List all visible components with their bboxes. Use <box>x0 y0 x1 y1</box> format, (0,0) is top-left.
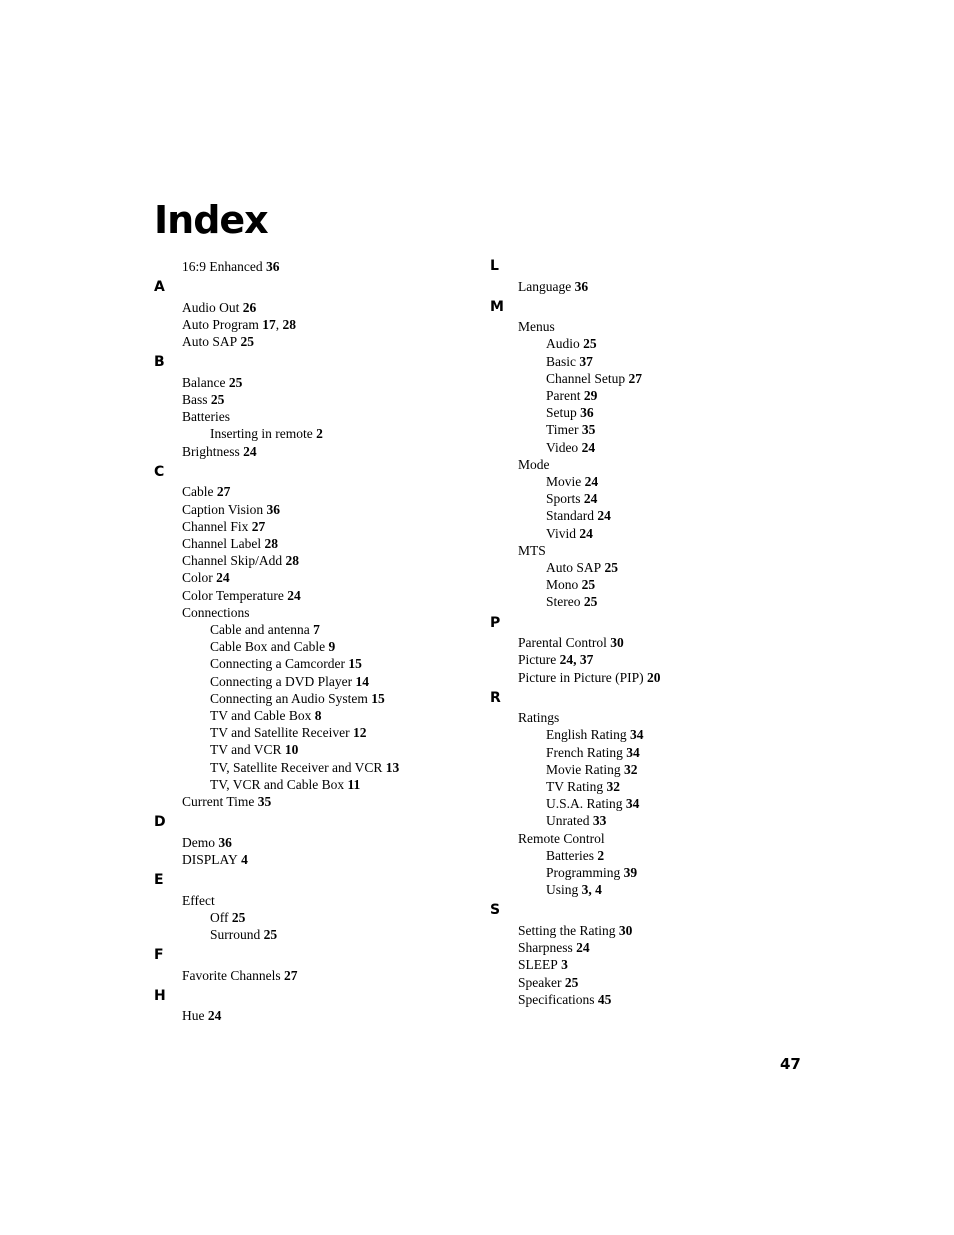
index-entry <box>182 518 265 535</box>
index-term: Color <box>182 570 213 586</box>
index-term: 16:9 Enhanced <box>182 259 263 274</box>
index-page-ref: 24 <box>283 587 301 603</box>
index-subentry <box>546 473 598 490</box>
index-page-ref: 32 <box>603 779 620 794</box>
page-number: 47 <box>780 1055 801 1073</box>
index-term: Picture <box>518 652 557 668</box>
index-entry <box>182 851 248 868</box>
index-entry <box>182 834 232 851</box>
index-entry <box>182 483 230 500</box>
index-term: Hue <box>182 1008 205 1024</box>
index-subentry <box>546 353 593 370</box>
index-term: Unrated <box>546 813 590 829</box>
index-term: Sports <box>546 491 581 507</box>
index-subentry <box>210 673 369 690</box>
index-term: Audio <box>546 336 580 352</box>
index-term: Language <box>518 278 572 294</box>
index-page-ref: 27 <box>213 484 231 500</box>
index-subentry <box>210 707 322 724</box>
index-page-ref: 7 <box>309 621 320 637</box>
index-entry <box>182 892 215 909</box>
index-term: Demo <box>182 834 215 850</box>
index-term: Connecting an Audio System <box>210 690 368 706</box>
index-letter-heading: D <box>154 814 166 831</box>
index-page-ref: 36 <box>571 278 589 294</box>
index-term: Remote Control <box>518 830 605 846</box>
index-term: Parental Control <box>518 635 607 651</box>
index-term: DISPLAY <box>182 851 238 867</box>
index-page-ref: 24 <box>581 474 599 489</box>
index-term: Brightness <box>182 443 240 459</box>
index-letter-heading: R <box>490 689 501 706</box>
index-entry <box>182 316 296 333</box>
index-page-ref: 24 <box>212 570 230 586</box>
index-page-ref: 2 <box>593 847 605 863</box>
index-entry <box>518 651 593 668</box>
index-page-ref: 25 <box>601 560 619 575</box>
index-page-ref: 39 <box>620 865 638 880</box>
index-term: Auto SAP <box>182 334 238 350</box>
index-page-ref: 27 <box>280 967 298 983</box>
index-subentry <box>210 638 335 655</box>
index-page-ref: 4 <box>237 851 248 867</box>
index-letter-heading: H <box>154 987 166 1004</box>
index-page-ref: 25 <box>579 336 597 352</box>
index-subentry <box>546 576 595 593</box>
index-term: Caption Vision <box>182 501 264 517</box>
index-page-ref: 25 <box>225 374 243 390</box>
index-page-ref: 25 <box>578 577 596 593</box>
index-page-ref: 35 <box>578 422 596 438</box>
index-term: Channel Fix <box>182 518 249 534</box>
index-term: Balance <box>182 374 226 390</box>
index-page-ref: 30 <box>615 922 633 938</box>
index-entry <box>182 1007 221 1024</box>
index-term: Channel Skip/Add <box>182 553 283 569</box>
index-page-ref: 36 <box>576 405 594 421</box>
index-page-ref: 24 <box>239 443 257 459</box>
index-entry <box>182 391 224 408</box>
index-term: U.S.A. Rating <box>546 796 623 812</box>
index-subentry <box>546 795 639 812</box>
index-entry <box>518 974 578 991</box>
index-letter-heading: C <box>154 463 165 480</box>
index-term: MTS <box>518 542 546 558</box>
index-term: Favorite Channels <box>182 967 281 983</box>
index-subentry <box>546 881 602 898</box>
index-term: Basic <box>546 353 576 369</box>
index-entry <box>182 535 278 552</box>
index-page-ref: 25 <box>228 909 246 925</box>
index-page-ref: 24 <box>580 491 598 507</box>
index-page-ref: 45 <box>594 991 612 1007</box>
index-entry <box>518 830 605 847</box>
index-entry <box>518 991 611 1008</box>
index-page-ref: 30 <box>606 635 624 651</box>
index-entry <box>518 278 588 295</box>
index-page-ref: 3, 4 <box>578 882 602 898</box>
index-page-ref: 3 <box>557 957 568 973</box>
index-page-ref: 24 <box>572 940 590 956</box>
index-page-ref: 13 <box>382 759 400 775</box>
index-subentry <box>210 655 362 672</box>
index-term: Vivid <box>546 525 576 541</box>
index-subentry <box>210 621 320 638</box>
index-term: Cable and antenna <box>210 621 310 637</box>
index-letter-heading: L <box>490 258 499 274</box>
index-term: Off <box>210 909 229 925</box>
index-subentry <box>210 926 277 943</box>
index-term: Standard <box>546 508 594 524</box>
index-term: Audio Out <box>182 299 240 315</box>
index-letter-heading: M <box>490 298 504 315</box>
index-page-ref: 20 <box>643 669 661 685</box>
index-page-ref: 29 <box>580 388 598 403</box>
index-entry <box>182 967 297 984</box>
index-term: TV and Satellite Receiver <box>210 725 350 741</box>
index-entry <box>182 299 256 316</box>
index-term: French Rating <box>546 744 623 760</box>
index-subentry <box>546 387 597 404</box>
index-page-ref: 24 <box>594 508 611 524</box>
index-term: Bass <box>182 392 208 407</box>
index-subentry <box>546 421 595 438</box>
index-subentry <box>546 744 640 761</box>
index-page-ref: 26 <box>239 299 257 315</box>
index-entry <box>182 552 299 569</box>
index-page-ref: 24 <box>204 1008 222 1024</box>
index-page-ref: 33 <box>589 813 607 829</box>
index-term: Batteries <box>546 847 594 863</box>
index-page-ref: 11 <box>344 776 361 792</box>
index-entry <box>518 669 660 686</box>
index-entry <box>182 569 230 586</box>
index-term: Specifications <box>518 991 595 1007</box>
index-page-ref: 24 <box>575 525 593 541</box>
index-page-ref: 36 <box>262 259 280 274</box>
index-entry <box>518 956 568 973</box>
index-subentry <box>546 726 644 743</box>
index-term: Mode <box>518 456 550 472</box>
index-entry <box>518 634 624 651</box>
index-entry <box>518 542 546 559</box>
index-term: TV and VCR <box>210 742 282 758</box>
index-term: SLEEP <box>518 957 558 973</box>
index-letter-heading: A <box>154 279 165 296</box>
index-term: Inserting in remote <box>210 426 313 442</box>
index-letter-heading: P <box>490 614 501 631</box>
index-subentry <box>210 909 245 926</box>
index-term: Surround <box>210 926 261 942</box>
index-subentry <box>546 559 618 576</box>
index-subentry <box>546 490 597 507</box>
index-subentry <box>546 507 611 524</box>
index-page-ref: 24, 37 <box>556 652 594 668</box>
index-page-ref: 25 <box>260 926 278 942</box>
index-term: Connecting a DVD Player <box>210 673 353 689</box>
index-term: Sharpness <box>518 940 573 956</box>
index-term: TV Rating <box>546 779 604 794</box>
index-term: Cable <box>182 484 214 500</box>
index-page-ref: 37 <box>576 353 593 369</box>
index-term: Menus <box>518 319 555 335</box>
index-page-ref: 36 <box>263 501 280 517</box>
index-page-ref: 28 <box>261 535 278 551</box>
index-term: Speaker <box>518 974 562 990</box>
index-subentry <box>546 439 595 456</box>
index-entry <box>182 587 301 604</box>
index-term: Batteries <box>182 409 230 425</box>
index-page-ref: 34 <box>626 727 644 743</box>
index-subentry <box>210 425 323 442</box>
index-term: Programming <box>546 865 621 880</box>
index-page-ref: 17 <box>258 316 276 332</box>
index-entry <box>182 604 250 621</box>
index-entry <box>182 443 257 460</box>
index-term: Color Temperature <box>182 587 284 603</box>
index-page-ref: 34 <box>622 796 640 812</box>
index-entry <box>518 709 559 726</box>
index-subentry <box>546 593 597 610</box>
index-page-ref: 36 <box>215 834 232 850</box>
index-term: Using <box>546 882 579 898</box>
index-subentry <box>546 847 604 864</box>
index-page-ref: 27 <box>248 518 266 534</box>
index-page-ref: 14 <box>352 673 369 689</box>
index-subentry <box>546 812 606 829</box>
index-subentry <box>546 525 593 542</box>
index-entry <box>518 939 590 956</box>
index-term: English Rating <box>546 727 627 743</box>
index-term: Video <box>546 439 579 455</box>
index-entry <box>518 456 550 473</box>
index-page-ref: 25 <box>580 594 598 610</box>
index-term: Connections <box>182 604 250 620</box>
index-term: Mono <box>546 577 579 593</box>
index-subentry <box>210 690 385 707</box>
index-page-ref: 35 <box>254 793 272 809</box>
index-term: Cable Box and Cable <box>210 639 326 655</box>
index-term: TV, VCR and Cable Box <box>210 776 345 792</box>
index-page-ref: 34 <box>622 744 640 760</box>
index-subentry <box>210 724 366 741</box>
index-subentry <box>210 759 399 776</box>
index-subentry <box>546 335 597 352</box>
index-page-ref: 12 <box>349 725 367 741</box>
index-term: Movie Rating <box>546 761 621 777</box>
index-letter-heading: F <box>154 947 164 964</box>
index-page-ref: 27 <box>625 370 642 386</box>
index-term: TV, Satellite Receiver and VCR <box>210 759 383 775</box>
index-page-ref: 15 <box>344 656 362 672</box>
index-page-ref: 2 <box>312 426 323 442</box>
index-term: Connecting a Camcorder <box>210 656 345 672</box>
index-entry <box>182 258 279 275</box>
index-page-ref: 25 <box>237 334 255 350</box>
index-term: Auto SAP <box>546 560 602 575</box>
index-term: Stereo <box>546 594 581 610</box>
index-page-separator: , <box>275 316 283 332</box>
index-page-ref: 28 <box>282 316 296 332</box>
index-page-ref: 25 <box>561 974 579 990</box>
index-page-ref: 28 <box>282 553 299 569</box>
index-subentry <box>546 778 620 795</box>
index-term: Effect <box>182 892 215 908</box>
index-term: Setting the Rating <box>518 922 616 938</box>
index-subentry <box>546 404 594 421</box>
index-page-ref: 25 <box>207 392 225 407</box>
index-entry <box>518 922 632 939</box>
index-term: Movie <box>546 474 582 489</box>
index-page-ref: 15 <box>367 690 385 706</box>
index-page-ref: 8 <box>311 707 322 723</box>
index-subentry <box>546 864 637 881</box>
index-entry <box>518 318 555 335</box>
index-term: TV and Cable Box <box>210 707 312 723</box>
index-term: Ratings <box>518 710 560 726</box>
index-entry <box>182 333 254 350</box>
index-entry <box>182 374 242 391</box>
index-page-ref: 10 <box>281 742 299 758</box>
index-term: Channel Setup <box>546 370 626 386</box>
index-entry <box>182 408 230 425</box>
index-letter-heading: B <box>154 354 165 371</box>
index-page-ref: 9 <box>325 639 336 655</box>
index-term: Channel Label <box>182 535 262 551</box>
page-title: Index <box>154 198 268 242</box>
index-term: Timer <box>546 422 579 438</box>
index-term: Picture in Picture (PIP) <box>518 669 644 685</box>
index-letter-heading: E <box>154 872 164 888</box>
index-term: Parent <box>546 388 581 403</box>
index-page-ref: 24 <box>578 439 596 455</box>
index-entry <box>182 793 271 810</box>
index-term: Auto Program <box>182 316 259 332</box>
index-subentry <box>210 776 360 793</box>
index-subentry <box>210 741 298 758</box>
index-entry <box>182 501 280 518</box>
index-letter-heading: S <box>490 902 501 919</box>
index-page-ref: 32 <box>620 761 638 777</box>
index-subentry <box>546 370 642 387</box>
index-subentry <box>546 761 638 778</box>
index-term: Setup <box>546 405 577 421</box>
index-term: Current Time <box>182 793 255 809</box>
